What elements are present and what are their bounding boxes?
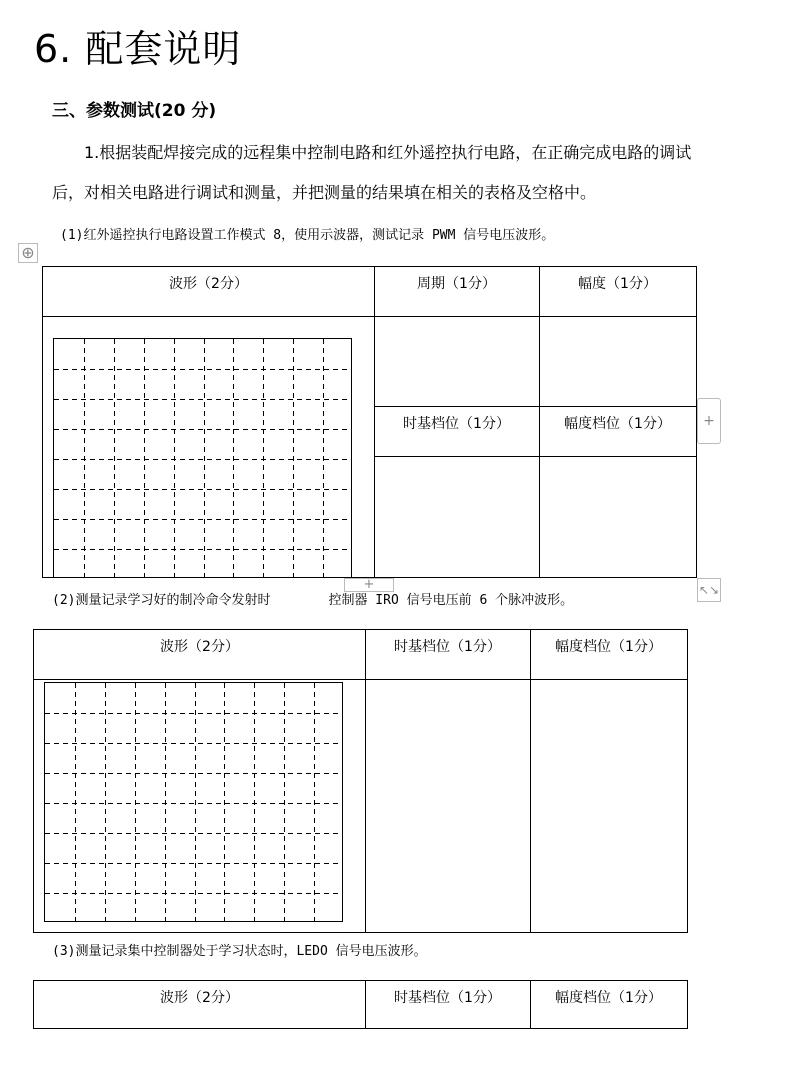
table1-waveform-grid[interactable] xyxy=(53,338,352,578)
section-heading: 三、参数测试(20 分) xyxy=(52,101,217,121)
item1-text: (1)红外遥控执行电路设置工作模式 8，使用示波器，测试记录 PWM 信号电压波形。 xyxy=(60,228,555,243)
instruction-line-1: 1.根据装配焊接完成的远程集中控制电路和红外遥控执行电路，在正确完成电路的调试 xyxy=(84,143,692,162)
table1-header-amplitude: 幅度（1分） xyxy=(578,276,657,292)
table1-header-period: 周期（1分） xyxy=(417,276,496,292)
add-row-icon[interactable]: + xyxy=(344,578,394,592)
page-title: 6. 配套说明 xyxy=(34,27,242,71)
table2-timebase-answer[interactable] xyxy=(366,680,530,932)
oscilloscope-grid xyxy=(45,683,343,922)
table1-header-timebase: 时基档位（1分） xyxy=(403,416,510,432)
table-move-handle-icon[interactable]: ⊕ xyxy=(18,243,38,263)
item3-text: (3)测量记录集中控制器处于学习状态时，LEDO 信号电压波形。 xyxy=(52,944,427,959)
instruction-line-2: 后，对相关电路进行调试和测量，并把测量的结果填在相关的表格及空格中。 xyxy=(52,183,597,202)
table-resize-icon[interactable]: ↖↘ xyxy=(697,578,721,602)
oscilloscope-grid xyxy=(54,339,352,578)
item2-text-before: (2)测量记录学习好的制冷命令发射时 xyxy=(52,593,271,608)
table3-header-amp-range: 幅度档位（1分） xyxy=(555,990,662,1006)
table-2 xyxy=(33,629,688,933)
table3-header-timebase: 时基档位（1分） xyxy=(394,990,501,1006)
table2-waveform-grid[interactable] xyxy=(44,682,343,922)
item2-text xyxy=(52,589,573,608)
table-1 xyxy=(42,266,697,578)
table1-period-answer[interactable] xyxy=(375,317,539,406)
item2-text-after: 控制器 IRO 信号电压前 6 个脉冲波形。 xyxy=(328,593,574,608)
table-3 xyxy=(33,980,688,1029)
table2-header-timebase: 时基档位（1分） xyxy=(394,639,501,655)
table2-header-amp-range: 幅度档位（1分） xyxy=(555,639,662,655)
table3-header-waveform: 波形（2分） xyxy=(160,990,239,1006)
add-column-icon[interactable]: + xyxy=(697,398,721,444)
table2-header-waveform: 波形（2分） xyxy=(160,639,239,655)
table1-amplitude-answer[interactable] xyxy=(540,317,696,406)
table1-amp-range-answer[interactable] xyxy=(540,457,696,577)
table1-header-waveform: 波形（2分） xyxy=(169,276,248,292)
table1-timebase-answer[interactable] xyxy=(375,457,539,577)
table2-amp-range-answer[interactable] xyxy=(531,680,687,932)
table1-header-amp-range: 幅度档位（1分） xyxy=(564,416,671,432)
